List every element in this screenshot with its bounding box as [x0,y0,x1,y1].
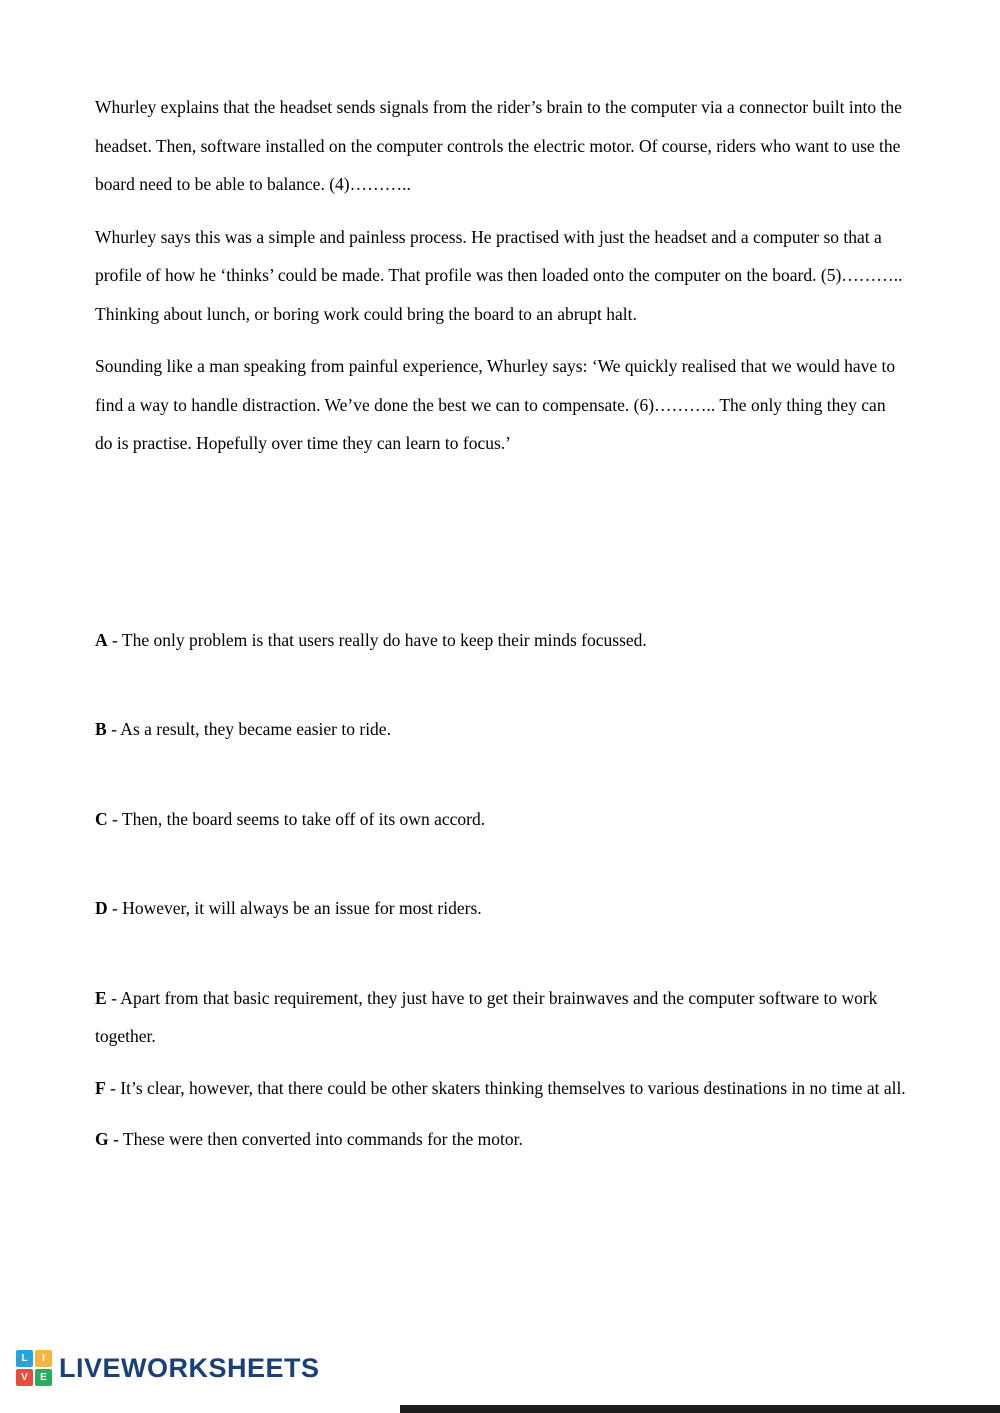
option-a-text: - The only problem is that users really do have to keep their minds focussed. [112,629,647,650]
option-e-text: - Apart from that basic requirement, they just have to get their brainwaves and the computer software to work together. [95,987,878,1046]
option-c-text: - Then, the board seems to take off of its own accord. [112,808,486,829]
option-f-text: - It’s clear, however, that there could be other skaters thinking themselves to various destinations in no time at all. [110,1077,906,1098]
option-g-letter: G [95,1129,109,1149]
option-d-text: - However, it will always be an issue for most riders. [112,898,482,918]
logo-square-v: V [16,1369,33,1386]
option-c-letter: C [95,808,108,829]
option-c [95,800,907,839]
liveworksheets-logo-link[interactable] [16,1350,320,1386]
option-g [95,1120,907,1159]
brand-text: LIVEWORKSHEETS [59,1352,320,1383]
logo-square-i: I [35,1350,52,1367]
options-list [95,621,907,1159]
option-d [95,889,907,928]
option-b-text: - As a result, they became easier to ride. [111,719,391,739]
bottom-edge-bar [400,1405,1000,1413]
option-f-letter: F [95,1077,106,1098]
option-e [95,979,907,1056]
logo-square-l: L [16,1350,33,1367]
logo-square-e: E [35,1369,52,1386]
option-a [95,621,907,660]
option-g-text: - These were then converted into commands for the motor. [113,1129,523,1149]
paragraph-3: Sounding like a man speaking from painful experience, Whurley says: ‘We quickly realised that we would have to find a way to handle distraction. We’ve done the best we can to compensate. (6)……….. The only thing they can do is practise. Hopefully over time they can learn to focus.’ [95,356,896,453]
option-e-letter: E [95,987,107,1008]
paragraph-2: Whurley says this was a simple and painless process. He practised with just the headset and a computer so that a profile of how he ‘thinks’ could be made. That profile was then loaded onto the computer on the board. (5)……….. Thinking about lunch, or boring work could bring the board to an abrupt halt. [95,226,903,324]
paragraph-1: Whurley explains that the headset sends signals from the rider’s brain to the computer via a connector built into the headset. Then, software installed on the computer controls the electric motor. Of course, riders who want to use the board need to be able to balance. (4)……….. [95,97,902,194]
option-d-letter: D [95,898,108,918]
option-f [95,1069,907,1108]
option-a-letter: A [95,629,108,650]
liveworksheets-icon [16,1350,52,1386]
option-b-letter: B [95,719,107,739]
option-b [95,710,907,749]
worksheet-text [95,88,907,1159]
